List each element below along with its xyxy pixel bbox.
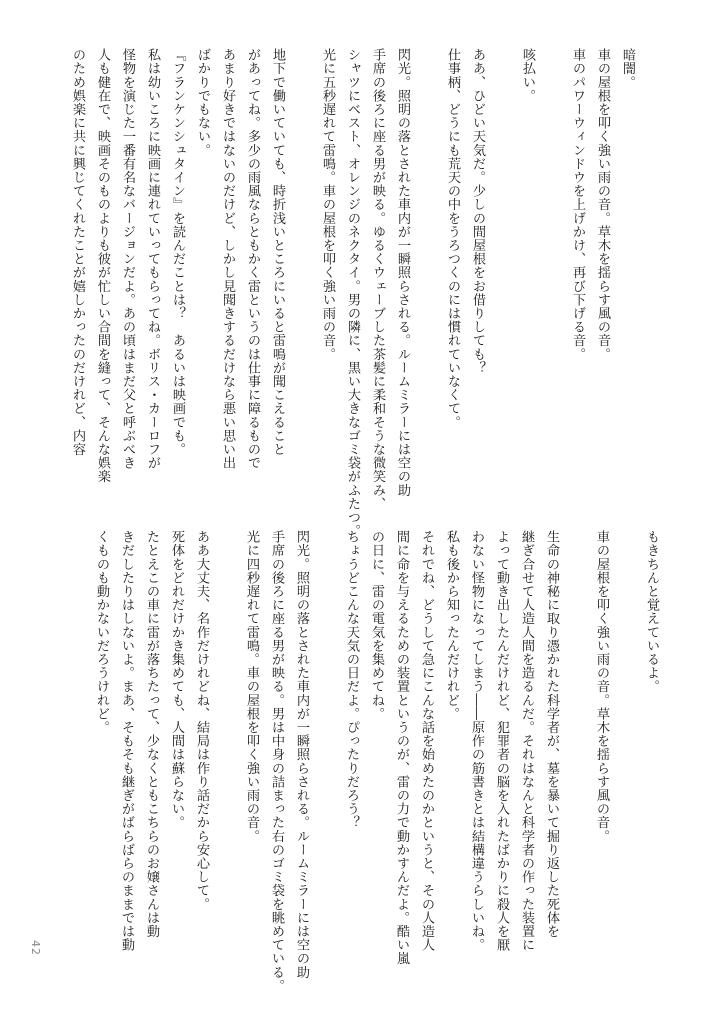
text-line: 私は幼いころに映画に連れていってもらってね。ボリス・カーロフが	[145, 48, 160, 470]
text-line: 生命の神秘に取り憑かれた科学者が、墓を暴いて掘り返した死体を	[544, 530, 559, 938]
text-line: 『フランケンシュタイン』を読んだことは？ あるいは映画でも。	[170, 48, 185, 456]
text-line: ああ、ひどい天気だ。少しの間屋根をお借りしても？	[470, 48, 485, 375]
text-line: もきちんと覚えているよ。	[644, 530, 659, 694]
text-line: ちょうどこんな天気の日だよ。ぴったりだろう？	[344, 530, 359, 830]
text-line: シャツにベスト、オレンジのネクタイ。男の隣に、黒い大きなゴミ袋がふたつ。	[345, 48, 360, 538]
text-line: 車の屋根を叩く強い雨の音。草木を揺らす風の音。	[595, 48, 610, 361]
text-line: 光に五秒遅れて雷鳴。車の屋根を叩く強い雨の音。	[320, 48, 335, 361]
text-line: 閃光。照明の落とされた車内が一瞬照らされる。ルームミラーには空の助	[395, 48, 410, 497]
text-line: 車のパワーウィンドウを上げかけ、再び下げる音。	[570, 48, 585, 361]
text-line: の日に、雷の電気を集めてね。	[369, 530, 384, 721]
text-line: があってね。多少の雨風ならともかく雷というのは仕事に障るもので	[245, 48, 260, 470]
page-number: 42	[29, 940, 42, 956]
text-line: 咳払い。	[520, 48, 535, 103]
text-line: 間に命を与えるための装置というのが、雷の力で動かすんだよ。酷い嵐	[394, 530, 409, 966]
text-line: きだしたりはしないよ。まあ、そもそも継ぎがばらばらのままでは動	[119, 530, 134, 952]
text-line: 地下で働いていても、時折浅いところにいると雷鳴が聞こえること	[270, 48, 285, 456]
text-line: 光に四秒遅れて雷鳴。車の屋根を叩く強い雨の音。	[244, 530, 259, 843]
text-line: ばかりでもない。	[195, 48, 210, 157]
text-line: 継ぎ合せて人造人間を造るんだ。それはなんと科学者の作った装置に	[519, 530, 534, 952]
text-line: 暗闇。	[620, 48, 635, 89]
text-line: たとえこの車に雷が落ちたって、少なくともこちらのお嬢さんは動	[144, 530, 159, 938]
text-line: 手席の後ろに座る男が映る。男は中身の詰まった右のゴミ袋を眺めている。	[269, 530, 284, 993]
text-line: 手席の後ろに座る男が映る。ゆるくウェーブした茶髪に柔和そうな微笑み、	[370, 48, 385, 511]
text-line: のため娯楽に共に興じてくれたことが嬉しかったのだけれど、内容	[70, 48, 85, 456]
text-line: 人も健在で、映画そのものよりも彼が忙しい合間を縫って、そんな娯楽	[95, 48, 110, 484]
text-line: 私も後から知ったんだけれど。	[444, 530, 459, 721]
text-line: よって動き出したんだけれど、犯罪者の脳を入れたばかりに殺人を厭	[494, 530, 509, 952]
text-column-bottom	[89, 530, 664, 993]
text-line: あまり好きではないのだけど、しかし見聞きするだけなら悪い思い出	[220, 48, 235, 470]
text-line: それでね、どうして急にこんな話を始めたのかというと、その人造人	[419, 530, 434, 952]
text-line: 仕事柄、どうにも荒天の中をうろつくのには慣れていなくて。	[445, 48, 460, 429]
text-line: わない怪物になってしまう――原作の筋書きとは結構違うらしいね。	[469, 530, 484, 952]
text-line: 車の屋根を叩く強い雨の音。草木を揺らす風の音。	[594, 530, 609, 843]
text-line: 怪物を演じた一番有名なバージョンだよ。あの頃はまだ父と呼ぶべき	[120, 48, 135, 470]
text-column-top	[65, 48, 640, 538]
text-line: ああ大丈夫、名作だけれどね、結局は作り話だから安心して。	[194, 530, 209, 911]
text-line: 死体をどれだけかき集めても、人間は蘇らない。	[169, 530, 184, 830]
text-line: 閃光。照明の落とされた車内が一瞬照らされる。ルームミラーには空の助	[294, 530, 309, 979]
text-line: くものも動かないだろうけれど。	[94, 530, 109, 734]
